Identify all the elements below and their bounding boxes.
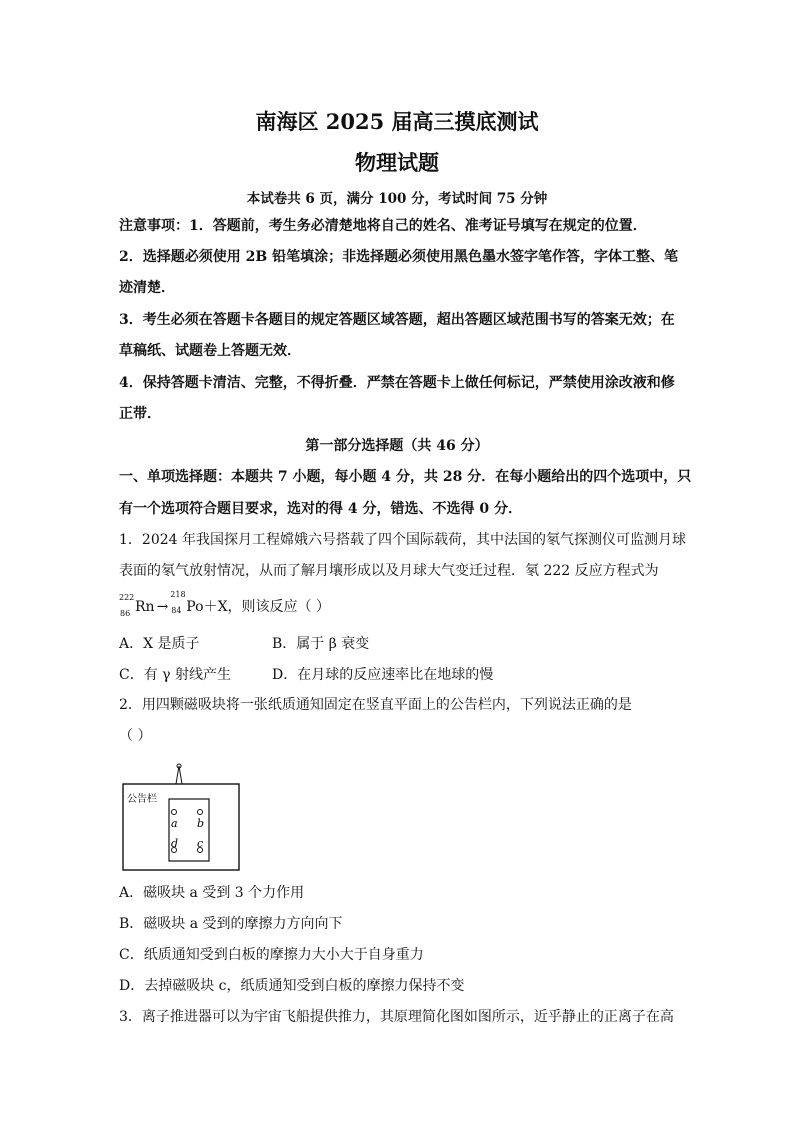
magnet-d-label: d	[171, 837, 179, 850]
bulletin-board-figure	[119, 762, 243, 874]
q1-option-d: D．在月球的反应速率比在地球的慢	[272, 667, 494, 683]
q1-line-1: 1．2024 年我国探月工程嫦娥六号搭载了四个国际载荷，其中法国的氡气探测仪可监测月球	[119, 532, 686, 548]
notice-line-2a: 2．选择题必须使用 2B 铅笔填涂；非选择题必须使用黑色墨水签字笔作答，字体工整、笔	[119, 249, 679, 265]
reaction-arrow-icon: →	[156, 599, 169, 615]
notice-line-3b: 草稿纸、试题卷上答题无效．	[119, 343, 301, 359]
notice-line-3a: 3．考生必须在答题卡各题目的规定答题区域答题，超出答题区域范围书写的答案无效；在	[119, 312, 675, 328]
notice-line-4a: 4．保持答题卡清洁、完整，不得折叠．严禁在答题卡上做任何标记，严禁使用涂改液和修	[119, 375, 675, 391]
exam-info: 本试卷共 6 页，满分 100 分，考试时间 75 分钟	[246, 191, 548, 207]
part1-heading: 第一部分选择题（共 46 分）	[305, 438, 489, 454]
q1-option-b: B．属于 β 衰变	[272, 636, 370, 652]
paper-notice	[169, 799, 209, 861]
q2-option-b: B．磁吸块 a 受到的摩擦力方向向下	[119, 916, 343, 932]
radon-mass-number: 222	[119, 593, 135, 602]
q1-option-c: C．有 γ 射线产生	[119, 667, 231, 683]
board-label: 公告栏	[127, 794, 157, 805]
exam-subtitle: 物理试题	[355, 150, 439, 175]
q1-equation-tail: ，则该反应（ ）	[227, 599, 330, 615]
q1-line-2: 表面的氡气放射情况，从而了解月壤形成以及月球大气变迁过程．氡 222 反应方程式为	[119, 563, 659, 579]
radon-atomic-number: 86	[120, 609, 131, 618]
part1-intro-a: 一、单项选择题：本题共 7 小题，每小题 4 分，共 28 分．在每小题给出的四个选项中，只	[119, 469, 692, 485]
hanging-string-right	[179, 766, 182, 784]
notice-line-4b: 正带．	[119, 406, 161, 422]
magnet-a	[172, 810, 177, 815]
q2-line-1: 2．用四颗磁吸块将一张纸质通知固定在竖直平面上的公告栏内，下列说法正确的是	[119, 697, 632, 713]
radon-nuclide	[119, 593, 155, 618]
polonium-symbol: Po＋X	[186, 599, 228, 615]
q2-option-d: D．去掉磁吸块 c，纸质通知受到白板的摩擦力保持不变	[119, 978, 465, 994]
part1-intro-b: 有一个选项符合题目要求，选对的得 4 分，错选、不选得 0 分．	[119, 501, 522, 517]
q3-line-1: 3．离子推进器可以为宇宙飞船提供推力，其原理简化图如图所示，近乎静止的正离子在高	[119, 1009, 674, 1025]
polonium-mass-number: 218	[170, 590, 186, 599]
notice-line-1: 注意事项：1．答题前，考生务必清楚地将自己的姓名、准考证号填写在规定的位置．	[119, 218, 647, 234]
magnet-b-label: b	[197, 817, 205, 830]
q2-line-2: （ ）	[119, 728, 152, 744]
notice-line-2b: 迹清楚．	[119, 280, 175, 296]
hanging-string-left	[176, 766, 179, 784]
magnet-a-label: a	[171, 817, 178, 830]
polonium-atomic-number: 84	[171, 606, 182, 615]
radon-symbol: Rn	[135, 599, 155, 615]
q1-option-a: A．X 是质子	[119, 636, 200, 652]
magnet-c-label: c	[197, 837, 204, 850]
q2-option-c: C．纸质通知受到白板的摩擦力大小大于自身重力	[119, 947, 424, 963]
exam-title: 南海区 2025 届高三摸底测试	[255, 109, 539, 134]
q2-option-a: A．磁吸块 a 受到 3 个力作用	[119, 885, 305, 901]
q1-equation	[119, 590, 330, 618]
magnet-b	[198, 810, 203, 815]
polonium-nuclide	[170, 590, 228, 616]
